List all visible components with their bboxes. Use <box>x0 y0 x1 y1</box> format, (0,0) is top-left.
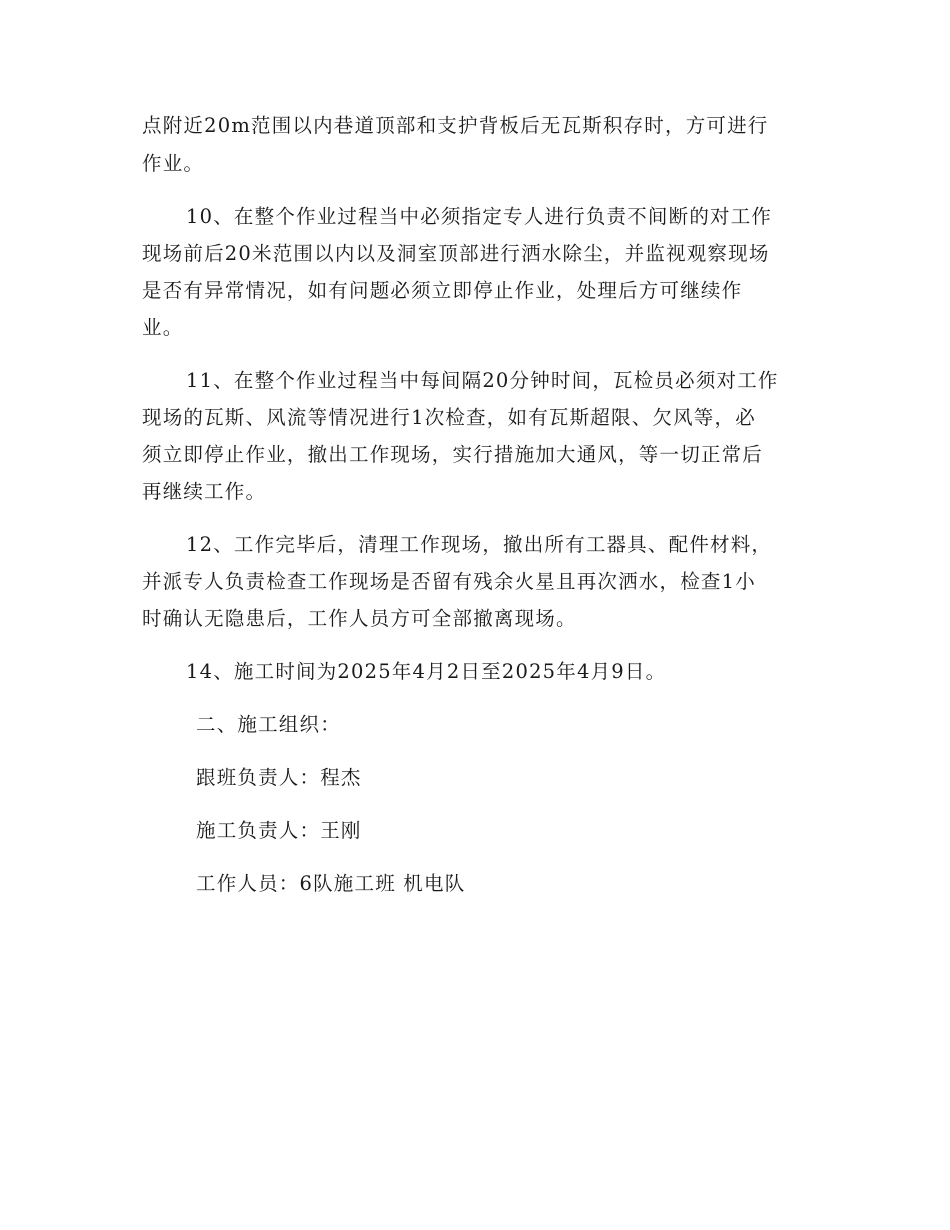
para-9-line-2: 作业。 <box>142 152 205 175</box>
para-12-line-3: 时确认无隐患后，工作人员方可全部撤离现场。 <box>142 607 577 630</box>
section-2-heading: 二、施工组织： <box>196 713 341 736</box>
para-11-line-1: 11、在整个作业过程当中每间隔20分钟时间，瓦检员必须对工作 <box>186 369 779 392</box>
para-10-line-4: 业。 <box>142 316 184 339</box>
para-11-line-4: 再继续工作。 <box>142 480 267 503</box>
para-11-line-2: 现场的瓦斯、风流等情况进行1次检查，如有瓦斯超限、欠风等，必 <box>142 406 756 429</box>
para-9-line-1: 点附近20m范围以内巷道顶部和支护背板后无瓦斯积存时，方可进行 <box>142 114 769 137</box>
para-10-line-1: 10、在整个作业过程当中必须指定专人进行负责不间断的对工作 <box>186 205 773 228</box>
construction-leader: 施工负责人：王刚 <box>196 819 362 842</box>
workers: 工作人员：6队施工班 机电队 <box>196 872 466 895</box>
shift-leader: 跟班负责人：程杰 <box>196 766 362 789</box>
para-10-line-3: 是否有异常情况，如有问题必须立即停止作业，处理后方可继续作 <box>142 279 743 302</box>
para-14: 14、施工时间为2025年4月2日至2025年4月9日。 <box>186 660 667 683</box>
para-11-line-3: 须立即停止作业，撤出工作现场，实行措施加大通风，等一切正常后 <box>142 443 764 466</box>
para-12-line-1: 12、工作完毕后，清理工作现场，撤出所有工器具、配件材料， <box>186 533 773 556</box>
para-12-line-2: 并派专人负责检查工作现场是否留有残余火星且再次洒水，检查1小 <box>142 570 756 593</box>
para-10-line-2: 现场前后20米范围以内以及洞室顶部进行洒水除尘，并监视观察现场 <box>142 242 770 265</box>
